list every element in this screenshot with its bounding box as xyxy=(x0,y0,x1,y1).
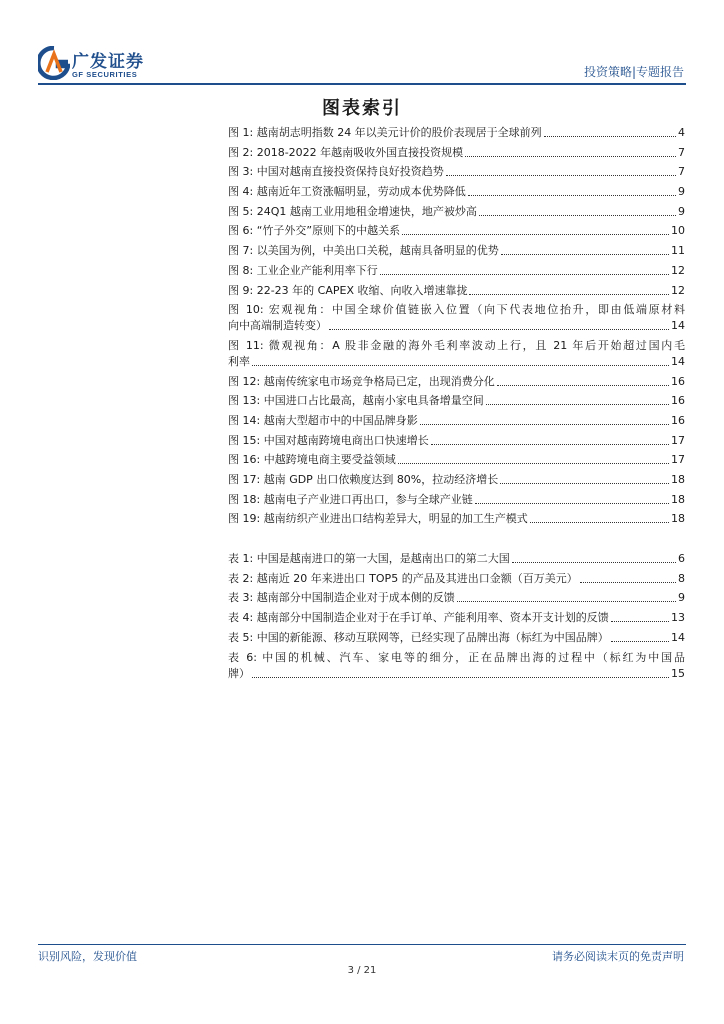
toc-entry-table-5[interactable] xyxy=(228,630,685,646)
entry-label: 图 18: 越南电子产业进口再出口，参与全球产业链 xyxy=(228,492,473,506)
entry-label: 表 4: 越南部分中国制造企业对于在手订单、产能利用率、资本开支计划的反馈 xyxy=(228,611,609,625)
dot-leader xyxy=(380,274,669,275)
dot-leader xyxy=(469,294,669,295)
entry-label: 图 1: 越南胡志明指数 24 年以美元计价的股价表现居于全球前列 xyxy=(228,126,542,139)
toc-entry-table-2[interactable] xyxy=(228,571,685,587)
dot-leader xyxy=(501,254,669,255)
page-number: 3 / 21 xyxy=(347,965,377,976)
dot-leader xyxy=(500,483,669,484)
dot-leader xyxy=(479,215,676,216)
dot-leader xyxy=(420,424,669,425)
company-logo[interactable] xyxy=(38,46,158,82)
toc-entry-figure-3[interactable] xyxy=(228,164,685,180)
entry-label: 图 13: 中国进口占比最高，越南小家电具备增量空间 xyxy=(228,394,484,408)
entry-label: 图 12: 越南传统家电市场竞争格局已定，出现消费分化 xyxy=(228,374,495,388)
entry-page: 12 xyxy=(671,283,685,297)
entry-label: 图 15: 中国对越南跨境电商出口快速增长 xyxy=(228,433,429,447)
entry-page: 17 xyxy=(671,433,685,447)
entry-label: 表 3: 越南部分中国制造企业对于成本侧的反馈 xyxy=(228,591,455,605)
page-header xyxy=(0,0,724,90)
dot-leader xyxy=(457,601,676,602)
entry-page: 14 xyxy=(671,319,685,333)
toc-entry-figure-5[interactable] xyxy=(228,204,685,220)
page-title: 图表索引 xyxy=(322,98,402,119)
toc-entry-figure-2[interactable] xyxy=(228,145,685,161)
dot-leader xyxy=(431,444,669,445)
entry-page: 11 xyxy=(671,244,685,258)
entry-label: 图 4: 越南近年工资涨幅明显，劳动成本优势降低 xyxy=(228,185,466,199)
footer-slogan: 识别风险，发现价值 xyxy=(38,950,137,963)
entry-label-line1: 图 11: 微观视角：A 股非金融的海外毛利率波动上行，且 21 年后开始超过国内毛 xyxy=(228,338,685,352)
entry-page: 6 xyxy=(678,552,685,566)
table-of-figures xyxy=(228,125,685,685)
entry-page: 16 xyxy=(671,394,685,408)
toc-entry-figure-17[interactable] xyxy=(228,472,685,488)
entry-page: 16 xyxy=(671,374,685,388)
entry-label: 表 2: 越南近 20 年来进出口 TOP5 的产品及其进出口金额（百万美元） xyxy=(228,571,578,585)
entry-label: 图 14: 越南大型超市中的中国品牌身影 xyxy=(228,413,418,427)
toc-entry-figure-8[interactable] xyxy=(228,263,685,279)
entry-label: 图 5: 24Q1 越南工业用地租金增速快，地产被炒高 xyxy=(228,204,477,218)
toc-entry-table-1[interactable] xyxy=(228,551,685,567)
gf-logo-icon xyxy=(38,46,70,80)
dot-leader xyxy=(544,136,676,137)
dot-leader xyxy=(329,329,669,330)
entry-label: 图 16: 中越跨境电商主要受益领域 xyxy=(228,453,396,467)
entry-page: 9 xyxy=(678,204,685,218)
entry-page: 7 xyxy=(678,165,685,179)
header-divider xyxy=(38,83,686,85)
footer-divider xyxy=(38,944,686,945)
toc-entry-figure-11[interactable] xyxy=(228,338,685,370)
toc-entry-figure-12[interactable] xyxy=(228,374,685,390)
toc-entry-figure-19[interactable] xyxy=(228,511,685,527)
dot-leader xyxy=(402,234,669,235)
entry-label: 图 2: 2018-2022 年越南吸收外国直接投资规模 xyxy=(228,145,464,159)
entry-label: 表 1: 中国是越南进口的第一大国，是越南出口的第二大国 xyxy=(228,552,510,566)
entry-label: 牌） xyxy=(228,666,250,680)
section-gap xyxy=(228,531,685,551)
entry-page: 14 xyxy=(671,354,685,368)
dot-leader xyxy=(475,503,669,504)
entry-label: 向中高端制造转变） xyxy=(228,319,327,333)
entry-label: 图 7: 以美国为例，中美出口关税，越南具备明显的优势 xyxy=(228,244,499,258)
entry-label: 图 6: “竹子外交”原则下的中越关系 xyxy=(228,224,401,238)
entry-label: 图 3: 中国对越南直接投资保持良好投资趋势 xyxy=(228,165,444,179)
dot-leader xyxy=(446,175,676,176)
entry-page: 8 xyxy=(678,571,685,585)
dot-leader xyxy=(398,463,669,464)
entry-page: 15 xyxy=(671,666,685,680)
entry-page: 12 xyxy=(671,263,685,277)
toc-entry-table-4[interactable] xyxy=(228,610,685,626)
report-type: 投资策略|专题报告 xyxy=(583,65,684,79)
logo-cn-text: 广发证券 xyxy=(72,52,144,72)
toc-entry-figure-4[interactable] xyxy=(228,184,685,200)
toc-entry-figure-15[interactable] xyxy=(228,433,685,449)
entry-label: 图 8: 工业企业产能利用率下行 xyxy=(228,263,378,277)
entry-page: 9 xyxy=(678,185,685,199)
entry-label: 表 5: 中国的新能源、移动互联网等，已经实现了品牌出海（标红为中国品牌） xyxy=(228,630,609,644)
dot-leader xyxy=(512,562,676,563)
dot-leader xyxy=(252,365,669,366)
dot-leader xyxy=(530,522,669,523)
toc-entry-figure-16[interactable] xyxy=(228,452,685,468)
toc-entry-figure-18[interactable] xyxy=(228,492,685,508)
toc-entry-figure-9[interactable] xyxy=(228,283,685,299)
entry-page: 18 xyxy=(671,512,685,526)
entry-label: 图 9: 22-23 年的 CAPEX 收缩、向收入增速靠拢 xyxy=(228,283,468,297)
dot-leader xyxy=(252,677,669,678)
dot-leader xyxy=(468,195,676,196)
toc-entry-figure-13[interactable] xyxy=(228,393,685,409)
dot-leader xyxy=(486,404,669,405)
entry-label: 图 17: 越南 GDP 出口依赖度达到 80%，拉动经济增长 xyxy=(228,473,499,486)
toc-entry-figure-10[interactable] xyxy=(228,302,685,334)
footer-disclaimer-link[interactable]: 请务必阅读末页的免责声明 xyxy=(552,950,684,963)
entry-page: 14 xyxy=(671,630,685,644)
entry-page: 9 xyxy=(678,591,685,605)
entry-label-line1: 图 10: 宏观视角：中国全球价值链嵌入位置（向下代表地位抬升，即由低端原材料 xyxy=(228,303,685,317)
toc-entry-table-3[interactable] xyxy=(228,590,685,606)
entry-page: 7 xyxy=(678,145,685,159)
dot-leader xyxy=(611,641,669,642)
dot-leader xyxy=(580,582,676,583)
toc-entry-figure-7[interactable] xyxy=(228,243,685,259)
entry-label: 图 19: 越南纺织产业进出口结构差异大，明显的加工生产模式 xyxy=(228,512,528,526)
dot-leader xyxy=(497,385,669,386)
dot-leader xyxy=(611,621,669,622)
toc-entry-table-6[interactable] xyxy=(228,650,685,682)
entry-label: 利率 xyxy=(228,354,250,368)
entry-page: 18 xyxy=(671,473,685,486)
entry-label-line1: 表 6: 中国的机械、汽车、家电等的细分，正在品牌出海的过程中（标红为中国品 xyxy=(228,650,685,664)
entry-page: 17 xyxy=(671,453,685,467)
dot-leader xyxy=(465,156,676,157)
entry-page: 18 xyxy=(671,492,685,506)
logo-en-text: GF SECURITIES xyxy=(72,70,138,79)
entry-page: 4 xyxy=(678,126,685,139)
toc-entry-figure-6[interactable] xyxy=(228,223,685,239)
toc-entry-figure-14[interactable] xyxy=(228,413,685,429)
entry-page: 16 xyxy=(671,413,685,427)
entry-page: 13 xyxy=(671,611,685,625)
toc-entry-figure-1[interactable] xyxy=(228,125,685,141)
entry-page: 10 xyxy=(671,224,685,238)
